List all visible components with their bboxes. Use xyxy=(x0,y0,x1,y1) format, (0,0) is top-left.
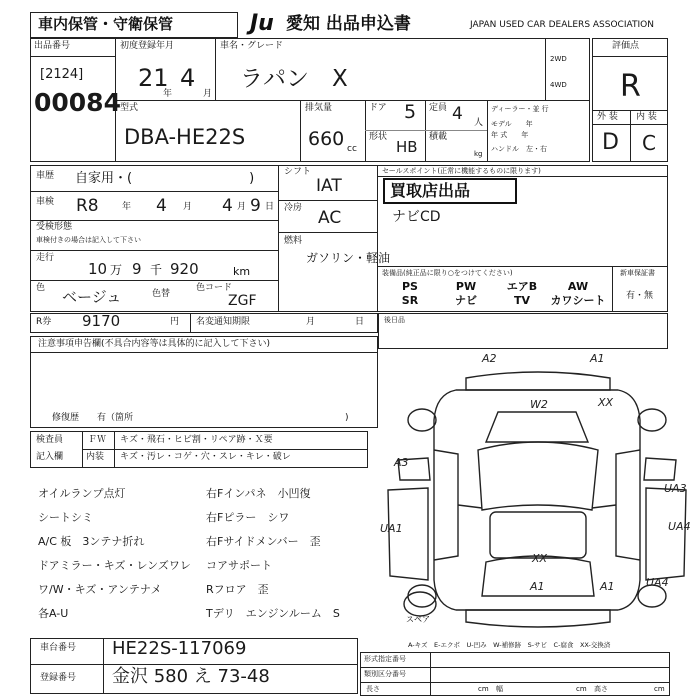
format-number-label: 形式指定番号 xyxy=(364,655,406,663)
drive-4wd-label: 4WD xyxy=(550,81,567,89)
displacement-unit: cc xyxy=(347,144,357,154)
mark-w2: W2 xyxy=(530,398,548,411)
modified-note: 車検付きの場合は記入して下さい xyxy=(36,236,141,244)
doors-value: 5 xyxy=(404,101,417,123)
inside-items: キズ・汚レ・コゲ・穴・スレ・キレ・破レ xyxy=(120,452,291,462)
shift-label: シフト xyxy=(284,167,312,177)
handwritten-note: オイルランプ点灯 xyxy=(38,487,126,500)
length-unit: cm xyxy=(478,685,489,693)
handle-label: ハンドル 左・右 xyxy=(491,145,547,153)
equipment-label: 装備品(純正品に限り○をつけてください) xyxy=(382,269,513,277)
inspection-day-label: 日 xyxy=(265,202,275,212)
model-type-label: 型式 xyxy=(120,103,139,113)
handwritten-note: 右Fインパネ 小凹復 xyxy=(206,487,311,500)
registration-year-suffix: 年 xyxy=(163,89,173,99)
mark-a1-rear: A1 xyxy=(530,580,545,593)
handwritten-note: 右Fピラー シワ xyxy=(206,511,290,524)
class-number-label: 類別区分番号 xyxy=(364,670,406,678)
rating-label: 評価点 xyxy=(612,41,640,51)
car-name-label: 車名・グレード xyxy=(220,41,284,51)
damage-legend: A-キズ E-エクボ U-凹み W-補修跡 S-サビ C-腐食 XX-交換済 xyxy=(408,641,611,649)
displacement-value: 660 xyxy=(308,128,345,150)
plate-number-value: 金沢 580 え 73-48 xyxy=(112,666,270,687)
displacement-label: 排気量 xyxy=(305,103,333,113)
recycle-label: R券 xyxy=(36,317,52,327)
width-label: 幅 xyxy=(496,685,503,693)
mark-a2: A2 xyxy=(482,352,497,365)
load-unit: kg xyxy=(474,150,483,158)
inspection-day-value: 9 xyxy=(250,196,261,216)
equipment-item: PS xyxy=(402,280,418,293)
aircon-label: 冷房 xyxy=(284,203,303,213)
manufacture-year-label: 年 式 年 xyxy=(491,131,529,139)
registration-month-suffix: 月 xyxy=(203,89,213,99)
fw-label: ＦＷ xyxy=(88,435,107,445)
handwritten-note: コアサポート xyxy=(206,559,272,572)
shape-label: 形状 xyxy=(369,132,388,142)
inspection-year-suffix: 年 xyxy=(122,202,132,212)
tax-period-day: 日 xyxy=(355,317,365,327)
equipment-item: PW xyxy=(455,280,477,293)
mileage-sen-value: 9 xyxy=(132,260,142,278)
interior-grade-value: C xyxy=(642,131,656,155)
color-value: ベージュ xyxy=(62,288,122,306)
handwritten-note: Tデリ エンジンルーム S xyxy=(206,607,340,620)
length-label: 長さ xyxy=(366,685,380,693)
inspection-label: 車検 xyxy=(36,197,55,207)
inspector-label: 検査員 xyxy=(36,435,64,445)
inspection-month-value: 4 xyxy=(222,196,233,216)
sales-note-value: ナビCD xyxy=(392,209,441,225)
plate-number-label: 登録番号 xyxy=(40,673,77,683)
record-label: 記入欄 xyxy=(36,452,64,462)
exterior-grade-value: D xyxy=(602,130,619,155)
color-label: 色 xyxy=(36,283,46,293)
handwritten-note: Rフロア 歪 xyxy=(206,583,269,596)
mark-xx-front: XX xyxy=(598,396,614,409)
inspection-day-suffix: 月 xyxy=(237,202,247,212)
color-change-label: 色替 xyxy=(152,289,171,299)
damage-diagram xyxy=(378,350,698,640)
equipment-item: カワシート xyxy=(550,294,606,307)
equipment-item: エアB xyxy=(506,280,538,293)
color-code-value: ZGF xyxy=(228,293,257,309)
repair-history-label: 修復歴 有（箇所 xyxy=(52,413,134,423)
mileage-label: 走行 xyxy=(36,253,55,263)
dealer-import-label: ディーラー・並 行 xyxy=(491,105,549,113)
mileage-man-value: 10 xyxy=(88,260,108,278)
mark-a1-front: A1 xyxy=(590,352,605,365)
lot-number-label: 出品番号 xyxy=(34,41,71,51)
load-label: 積載 xyxy=(429,132,448,142)
doors-label: ドア xyxy=(369,103,387,113)
registration-month-value: 4 xyxy=(180,64,196,92)
height-label: 高さ xyxy=(594,685,608,693)
mark-ua1: UA1 xyxy=(380,522,403,535)
tax-period-label: 名変通知期限 xyxy=(196,317,251,327)
height-unit: cm xyxy=(654,685,665,693)
fw-items: キズ・飛石・ヒビ割・リペア跡・Ｘ要 xyxy=(120,435,273,445)
warranty-label: 新車保証書 xyxy=(620,269,655,277)
equipment-item: ナビ xyxy=(455,294,477,307)
mark-ua4-mid: UA4 xyxy=(668,520,691,533)
notes-header: 注意事項申告欄(不具合内容等は具体的に記入して下さい) xyxy=(38,339,271,349)
inspection-year-value: 4 xyxy=(156,196,167,216)
mark-ua4-rear: UA4 xyxy=(646,576,669,589)
shift-value: IAT xyxy=(316,176,342,196)
handwritten-note: 各A-U xyxy=(38,607,69,620)
fuel-options: ガソリン・軽油 xyxy=(306,251,391,265)
chassis-number-label: 車台番号 xyxy=(40,643,77,653)
mileage-unit: km xyxy=(233,265,251,278)
handwritten-note: A/C 板 3ンテナ折れ xyxy=(38,535,145,548)
sales-point-label: セールスポイント(正常に機能するものに限ります) xyxy=(382,167,541,175)
tax-period-month: 月 xyxy=(306,317,316,327)
recycle-amount-value: 9170 xyxy=(82,312,121,330)
fuel-label: 燃料 xyxy=(284,236,303,246)
later-date-label: 後日品 xyxy=(384,316,405,324)
mark-xx-rear: XX xyxy=(532,552,548,565)
width-unit: cm xyxy=(576,685,587,693)
equipment-item: SR xyxy=(401,294,419,307)
aircon-value: AC xyxy=(318,208,342,228)
equipment-item: TV xyxy=(513,294,531,307)
handwritten-note: ワ/W・キズ・アンテナメ xyxy=(38,583,162,596)
handwritten-note: 右Fサイドメンバー 歪 xyxy=(206,535,321,548)
handwritten-note: ドアミラー・キズ・レンズワレ xyxy=(38,559,191,572)
handwritten-note: シートシミ xyxy=(38,511,93,524)
history-label: 車歴 xyxy=(36,171,55,181)
mark-ua3: UA3 xyxy=(664,482,687,495)
mark-a1-rear2: A1 xyxy=(600,580,615,593)
shape-value: HB xyxy=(396,138,418,156)
equipment-item: AW xyxy=(567,280,589,293)
inside-label: 内装 xyxy=(86,452,105,462)
mileage-sen-unit: 千 xyxy=(150,263,163,277)
repair-history-close: ) xyxy=(345,413,349,423)
warranty-options: 有・無 xyxy=(626,291,654,301)
car-name-value: ラパン X xyxy=(240,66,348,92)
spare-label: スペア xyxy=(406,615,430,624)
inspection-month-suffix: 月 xyxy=(183,202,193,212)
history-options: 自家用・( ) xyxy=(75,171,255,186)
mileage-man-unit: 万 xyxy=(110,263,123,277)
mark-a3: A3 xyxy=(394,456,409,469)
header-english-title: JAPAN USED CAR DEALERS ASSOCIATION xyxy=(470,20,654,30)
capacity-value: 4 xyxy=(452,104,463,124)
later-date-box xyxy=(378,313,668,349)
drive-2wd-label: 2WD xyxy=(550,55,567,63)
modified-label: 受検形態 xyxy=(36,222,73,232)
storage-label: 車内保管・守衛保管 xyxy=(38,15,174,33)
mileage-rest-value: 920 xyxy=(170,260,199,278)
capacity-label: 定員 xyxy=(429,103,448,113)
registration-year-value: 21 xyxy=(138,64,169,92)
color-code-label: 色コード xyxy=(196,283,233,293)
sales-stamp: 買取店出品 xyxy=(390,181,471,200)
lot-code-value: [2124] xyxy=(40,67,84,82)
inspection-era-value: R8 xyxy=(76,196,99,216)
lot-number-value: 00084 xyxy=(34,88,121,117)
chassis-number-value: HE22S-117069 xyxy=(112,638,247,659)
exterior-label: 外 装 xyxy=(597,112,618,122)
interior-label: 内 装 xyxy=(636,112,657,122)
rating-value: R xyxy=(620,69,641,104)
first-registration-label: 初度登録年月 xyxy=(120,41,175,51)
recycle-yen: 円 xyxy=(170,317,180,327)
header-title: 愛知 出品申込書 xyxy=(286,14,411,34)
ju-logo: Ju xyxy=(250,11,274,36)
capacity-unit: 人 xyxy=(474,118,484,128)
model-type-value: DBA-HE22S xyxy=(124,125,246,149)
model-year-label: モデル 年 xyxy=(491,120,533,128)
spec-box xyxy=(360,652,670,696)
